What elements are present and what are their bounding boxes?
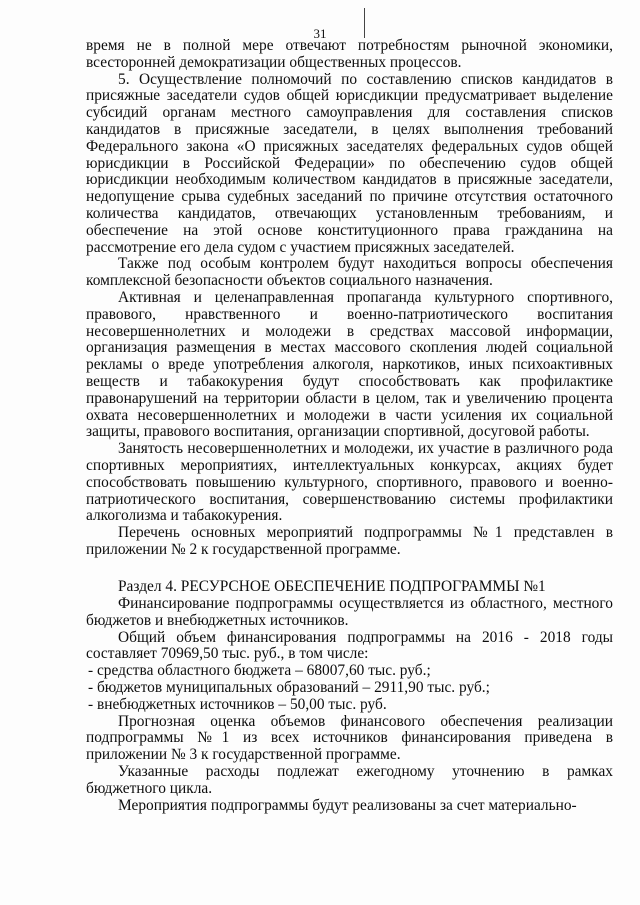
paragraph: Также под особым контролем будут находиться вопросы обеспечения комплексной безопасности объектов социального назначения. (86, 255, 613, 290)
funding-item: - бюджетов муниципальных образований – 2911,90 тыс. руб.; (88, 678, 490, 696)
document-body (86, 38, 613, 814)
paragraph: Мероприятия подпрограммы будут реализованы за счет материально- (118, 796, 577, 814)
paragraph: Прогнозная оценка объемов финансового обеспечения реализации подпрограммы №1 из всех источников финансирования приведена в приложении № 3 к государственной программе. (86, 712, 613, 764)
paragraph: Общий объем финансирования подпрограммы на 2016 - 2018 годы составляет 70969,50 тыс. руб., в том числе: (86, 628, 613, 663)
section-heading: Раздел 4. РЕСУРСНОЕ ОБЕСПЕЧЕНИЕ ПОДПРОГРАММЫ №1 (118, 578, 546, 596)
paragraph: Перечень основных мероприятий подпрограммы №1 представлен в приложении № 2 к государственной программе. (86, 524, 613, 558)
paragraph: Финансирование подпрограммы осуществляется из областного, местного бюджетов и внебюджетных источников. (86, 595, 613, 629)
paragraph: Занятость несовершеннолетних и молодежи, их участие в различного рода спортивных мероприятиях, интеллектуальных конкурсах, акциях будет способствовать повышению культурного, спортивного, правового и военно-патриотического воспитания, совершенствованию системы профилактики алкоголизма и табакокурения. (86, 440, 613, 525)
paragraph: Активная и целенаправленная пропаганда культурного спортивного, правового, нравственного и военно-патриотического воспитания несовершеннолетних и молодежи в средствах массовой информации, организация размещения в местах массового скопления людей социальной рекламы о вреде употребления алкоголя, наркотиков, иных психоактивных веществ и табакокурения будут способствовать как профилактике правонарушений на территории области в целом, так и увеличению процента охвата несовершеннолетних и молодежи в части усиления их социальной защиты, правового воспитания, организации спортивной, досуговой работы. (86, 288, 613, 441)
paragraph: Указанные расходы подлежат ежегодному уточнению в рамках бюджетного цикла. (86, 762, 613, 797)
paragraph-continuation: время не в полной мере отвечают потребностям рыночной экономики, всесторонней демократизации общественных процессов. (86, 37, 613, 71)
funding-item: - средства областного бюджета – 68007,60 тыс. руб.; (88, 662, 431, 680)
page-number: 31 (313, 26, 327, 41)
funding-item: - внебюджетных источников – 50,00 тыс. руб. (88, 695, 387, 713)
paragraph: 5. Осуществление полномочий по составлению списков кандидатов в присяжные заседатели судов общей юрисдикции предусматривает выделение субсидий органам местного самоуправления для составления списков кандидатов в присяжные заседатели, в целях выполнения требований Федерального закона «О присяжных заседателях федеральных судов общей юрисдикции в Российской Федерации» по обеспечению судов общей юрисдикции необходимым количеством кандидатов в присяжные заседатели, недопущение срыва судебных заседаний по причине отсутствия остаточного количества кандидатов, отвечающих установленным требованиям, и обеспечение на этой основе конституционного права гражданина на рассмотрение его дела судом с участием присяжных заседателей. (86, 70, 613, 256)
